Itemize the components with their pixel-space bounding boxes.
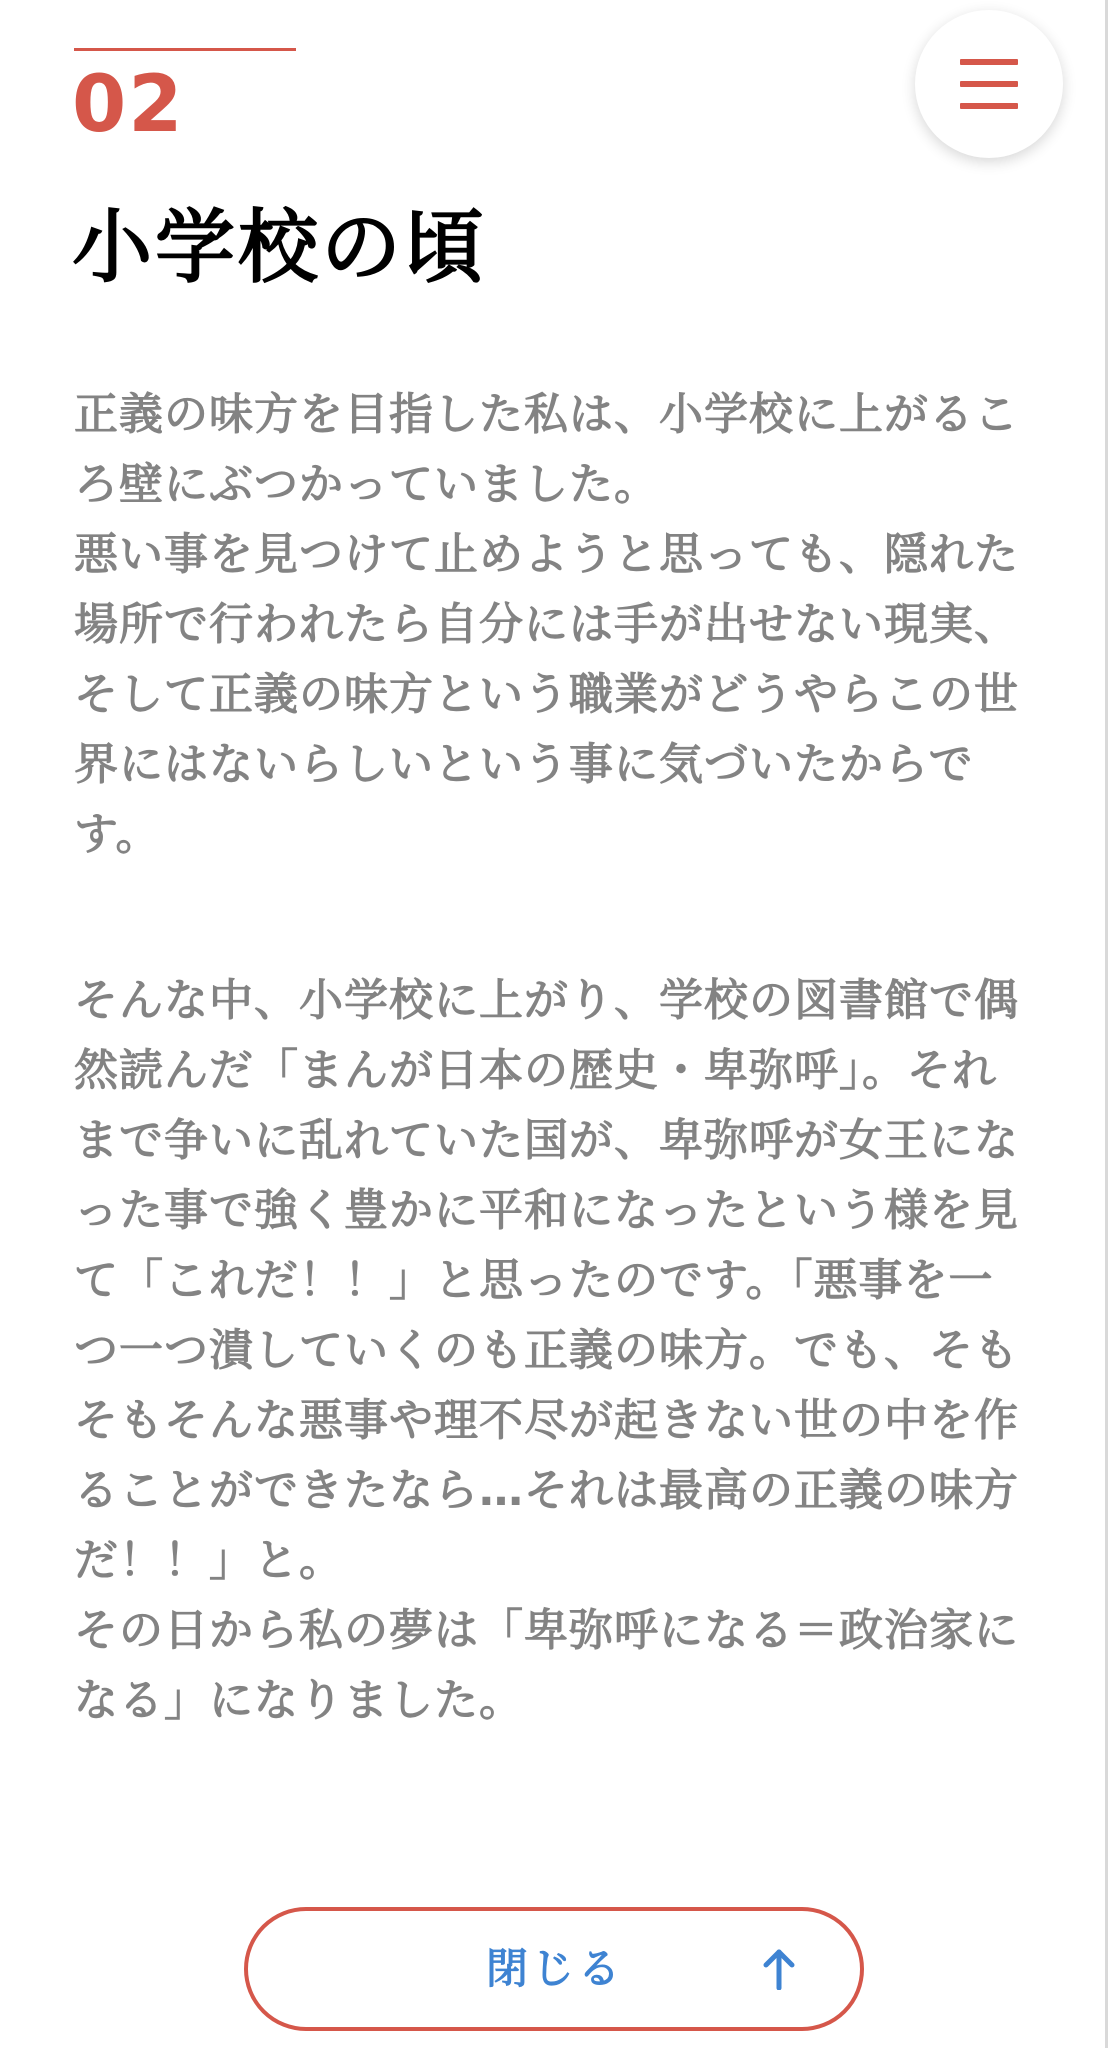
page-title: 小学校の頃 bbox=[72, 201, 487, 294]
section-number: 02 bbox=[72, 60, 185, 150]
menu-button[interactable] bbox=[915, 10, 1063, 158]
close-button[interactable] bbox=[244, 1907, 864, 2031]
arrow-up-icon bbox=[762, 1948, 796, 1990]
close-button-label: 閉じる bbox=[486, 1944, 625, 1993]
body-paragraph-2: そんな中、小学校に上がり、学校の図書館で偶然読んだ「まんが日本の歴史・卑弥呼」。それまで争いに乱れていた国が、卑弥呼が女王になった事で強く豊かに平和になったという様を見て「これだ！！」と思ったのです。「悪事を一つ一つ潰していくのも正義の味方。でも、そもそもそんな悪事や理不尽が起きない世の中を作ることができたなら…それは最高の正義の味方だ！！」と。 その日から私の夢は「卑弥呼になる＝政治家になる」になりました。 bbox=[74, 975, 1019, 1726]
section-rule bbox=[74, 48, 296, 51]
body-paragraph-1: 正義の味方を目指した私は、小学校に上がるころ壁にぶつかっていました。 悪い事を見つけて止めようと思っても、隠れた場所で行われたら自分には手が出せない現実、そして正義の味方という職業がどうやらこの世界にはないらしいという事に気づいたからです。 bbox=[74, 389, 1019, 860]
hamburger-menu-icon bbox=[960, 59, 1018, 109]
